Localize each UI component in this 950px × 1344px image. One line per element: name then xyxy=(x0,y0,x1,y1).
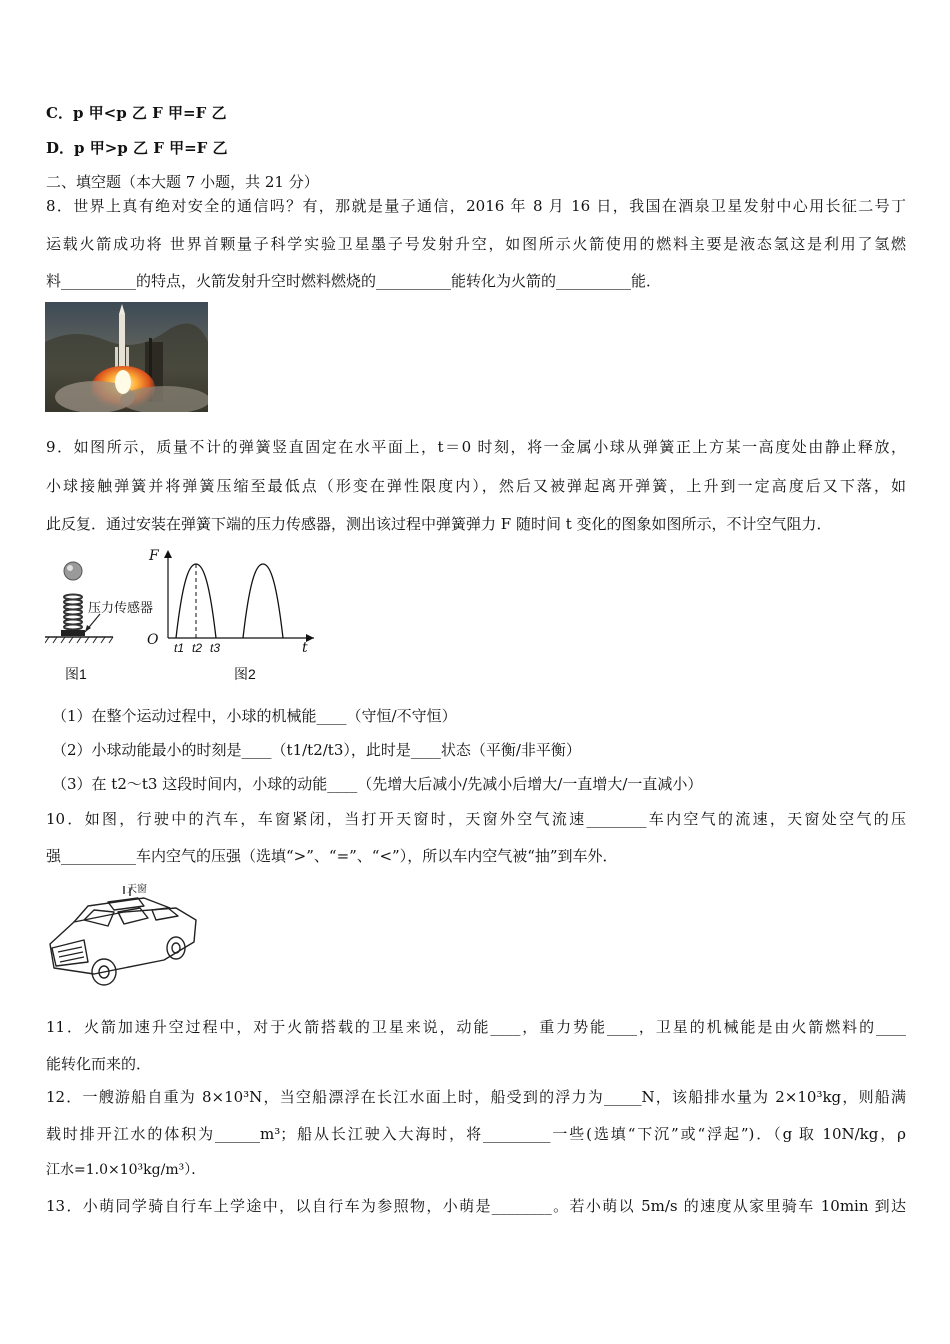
q11-line-1: 11．火箭加速升空过程中，对于火箭搭载的卫星来说，动能____，重力势能____，卫星的机械能是由火箭燃料的____ xyxy=(46,1018,906,1036)
q10-line-2: 强__________车内空气的压强（选填“>”、“=”、“<”），所以车内空气被“抽”到车外． xyxy=(46,847,618,865)
q10-line-1: 10．如图，行驶中的汽车，车窗紧闭，当打开天窗时，天窗外空气流速________车内空气的流速，天窗处空气的压 xyxy=(46,810,906,828)
q8-line-1: 8．世界上真有绝对安全的通信吗？有，那就是量子通信，2016 年 8 月 16 日，我国在酒泉卫星发射中心用长征二号丁 xyxy=(46,197,906,215)
figure-2-caption: 图2 xyxy=(234,666,256,682)
axis-f-label: F xyxy=(149,548,159,564)
sunroof-label: 天窗 xyxy=(127,884,147,895)
q8-line-2: 运载火箭成功将 世界首颗量子科学实验卫星墨子号发射升空，如图所示火箭使用的燃料主要是液态氢这是利用了氢燃 xyxy=(46,235,906,253)
q12-line-1: 12．一艘游船自重为 8×10³N，当空船漂浮在长江水面上时，船受到的浮力为_____N，该船排水量为 2×10³kg，则船满 xyxy=(46,1088,906,1106)
q11-line-2: 能转化而来的． xyxy=(46,1055,152,1073)
q13-line-1: 13．小萌同学骑自行车上学途中，以自行车为参照物，小萌是________。若小萌以 5m/s 的速度从家里骑车 10min 到达 xyxy=(46,1197,906,1215)
q9-line-1: 9．如图所示，质量不计的弹簧竖直固定在水平面上，t＝0 时刻，将一金属小球从弹簧正上方某一高度处由静止释放， xyxy=(46,438,906,456)
option-d: D．p 甲>p 乙 F 甲=F 乙 xyxy=(46,139,228,157)
q9-line-2: 小球接触弹簧并将弹簧压缩至最低点（形变在弹性限度内），然后又被弹起离开弹簧，上升到一定高度后又下落，如 xyxy=(46,477,906,495)
pressure-sensor-label: 压力传感器 xyxy=(88,600,154,615)
figure-2-force-time-graph xyxy=(140,546,320,666)
q12-line-2: 载时排开江水的体积为______m³；船从长江驶入大海时，将_________一些(选填“下沉”或“浮起”)．（g 取 10N/kg，ρ xyxy=(46,1125,906,1143)
tick-t3: t3 xyxy=(210,641,221,655)
tick-t2: t2 xyxy=(192,641,203,655)
q8-line-3: 料__________的特点，火箭发射升空时燃料燃烧的__________能转化为火箭的__________能． xyxy=(46,272,662,290)
q9-line-3: 此反复．通过安装在弹簧下端的压力传感器，测出该过程中弹簧弹力 F 随时间 t 变化的图象如图所示，不计空气阻力． xyxy=(46,515,832,533)
tick-t1: t1 xyxy=(174,641,185,655)
axis-t-label: t xyxy=(302,640,308,656)
q9-sub-2: （2）小球动能最小的时刻是____（t1/t2/t3），此时是____状态（平衡/非平衡） xyxy=(52,741,581,759)
q12-line-3: 江水=1.0×10³kg/m³）． xyxy=(46,1162,206,1178)
figure-1-caption: 图1 xyxy=(65,666,87,682)
q9-sub-1: （1）在整个运动过程中，小球的机械能____（守恒/不守恒） xyxy=(52,707,457,725)
q9-sub-3: （3）在 t2～t3 这段时间内，小球的动能____（先增大后减小/先减小后增大/一直增大/一直减小） xyxy=(52,775,703,793)
rocket-launch-photo xyxy=(45,302,208,412)
option-c: C．p 甲<p 乙 F 甲=F 乙 xyxy=(46,104,227,122)
car-sunroof-drawing xyxy=(44,880,200,992)
section-title: 二、填空题（本大题 7 小题，共 21 分） xyxy=(46,173,319,191)
axis-origin-label: O xyxy=(147,632,159,648)
